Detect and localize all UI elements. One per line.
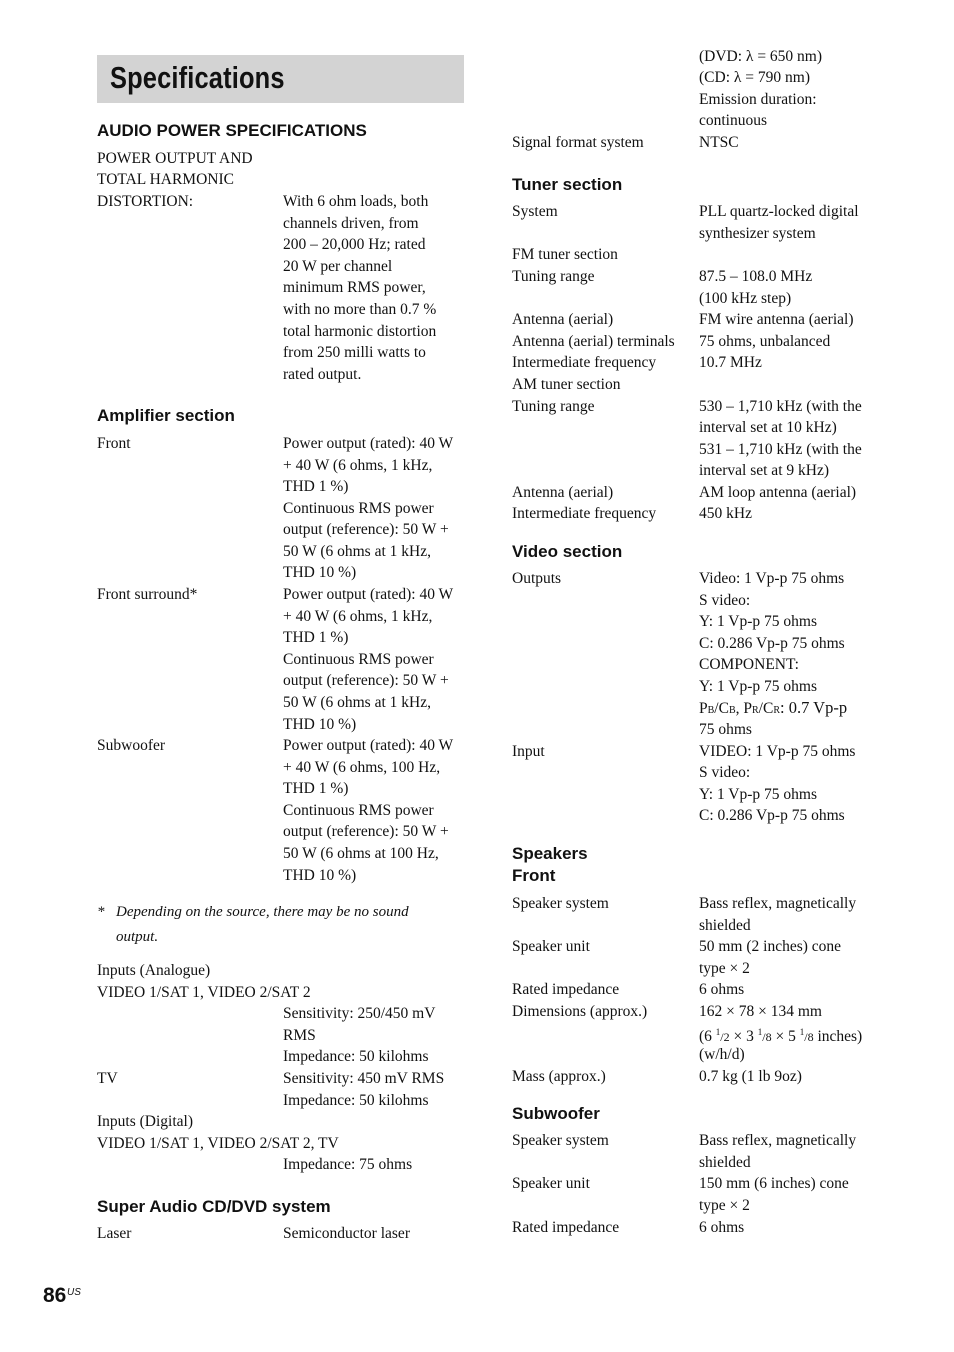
front-dimensions-order: (w/h/d) xyxy=(699,1046,745,1063)
inputs-analogue-label: Inputs (Analogue) xyxy=(97,962,211,979)
tuner-heading: Tuner section xyxy=(512,175,623,194)
tuner-system-label: System xyxy=(512,203,558,220)
amp-surround-line: + 40 W (6 ohms, 1 kHz, xyxy=(283,608,433,625)
power-label-1: POWER OUTPUT AND xyxy=(97,150,253,167)
fm-antenna-value: FM wire antenna (aerial) xyxy=(699,311,854,328)
fm-if-label: Intermediate frequency xyxy=(512,354,657,371)
amp-subwoofer-line: Continuous RMS power xyxy=(283,802,434,819)
video-input-line: C: 0.286 Vp-p 75 ohms xyxy=(699,807,845,824)
amp-subwoofer-line: THD 10 %) xyxy=(283,867,357,884)
am-range-value: 531 – 1,710 kHz (with the xyxy=(699,441,862,458)
speakers-front-heading: Front xyxy=(512,866,556,885)
amp-front-line: Continuous RMS power xyxy=(283,500,434,517)
subwoofer-heading: Subwoofer xyxy=(512,1104,600,1123)
video-output-line: COMPONENT: xyxy=(699,656,799,673)
amp-surround-line: output (reference): 50 W + xyxy=(283,672,449,689)
footnote-line: Depending on the source, there may be no sound xyxy=(116,904,409,920)
laser-label: Laser xyxy=(97,1225,132,1242)
am-antenna-label: Antenna (aerial) xyxy=(512,484,614,501)
amp-front-line: Power output (rated): 40 W xyxy=(283,435,454,452)
front-mass-value: 0.7 kg (1 lb 9oz) xyxy=(699,1068,802,1085)
fm-tuner-label: FM tuner section xyxy=(512,246,618,263)
amp-surround-line: THD 10 %) xyxy=(283,716,357,733)
am-range-value: interval set at 10 kHz) xyxy=(699,419,837,436)
power-value-line: from 250 milli watts to xyxy=(283,344,426,361)
amp-surround-line: Continuous RMS power xyxy=(283,651,434,668)
sub-unit-label: Speaker unit xyxy=(512,1175,590,1192)
front-system-value: shielded xyxy=(699,917,751,934)
front-dimensions-label: Dimensions (approx.) xyxy=(512,1003,648,1020)
power-value-line: with no more than 0.7 % xyxy=(283,301,437,318)
video-outputs-label: Outputs xyxy=(512,570,562,587)
page-number: 86 xyxy=(43,1284,67,1307)
front-impedance-value: 6 ohms xyxy=(699,981,745,998)
amp-surround-line: THD 1 %) xyxy=(283,629,349,646)
video-component-ohms: 75 ohms xyxy=(699,721,752,738)
fm-range-value: 87.5 – 108.0 MHz xyxy=(699,268,813,285)
power-label-3: DISTORTION: xyxy=(97,193,194,210)
footnote-line: output. xyxy=(116,929,159,945)
page-number-suffix: US xyxy=(67,1287,81,1298)
video-output-line: C: 0.286 Vp-p 75 ohms xyxy=(699,635,845,652)
amp-subwoofer-line: output (reference): 50 W + xyxy=(283,823,449,840)
amp-subwoofer-line: 50 W (6 ohms at 100 Hz, xyxy=(283,845,439,862)
inputs-digital-impedance: Impedance: 75 ohms xyxy=(283,1156,413,1173)
power-value-line: minimum RMS power, xyxy=(283,279,426,296)
fm-terminals-label: Antenna (aerial) terminals xyxy=(512,333,675,350)
power-value-line: 200 – 20,000 Hz; rated xyxy=(283,236,426,253)
amp-surround-line: Power output (rated): 40 W xyxy=(283,586,454,603)
video-heading: Video section xyxy=(512,542,623,561)
laser-emission-value: continuous xyxy=(699,112,768,129)
laser-emission-label: Emission duration: xyxy=(699,91,817,108)
inputs-analogue-sensitivity-unit: RMS xyxy=(283,1027,316,1044)
video-component-line: PB/CB, PR/CR: 0.7 Vp-p xyxy=(699,698,848,717)
amp-subwoofer-line: + 40 W (6 ohms, 100 Hz, xyxy=(283,759,441,776)
footnote-mark: * xyxy=(97,904,105,920)
sub-impedance-label: Rated impedance xyxy=(512,1219,620,1236)
am-tuner-label: AM tuner section xyxy=(512,376,621,393)
power-value-line: rated output. xyxy=(283,366,362,383)
power-value-line: channels driven, from xyxy=(283,215,419,232)
sub-unit-value: type × 2 xyxy=(699,1197,750,1214)
speakers-heading: Speakers xyxy=(512,844,588,863)
amp-front-line: + 40 W (6 ohms, 1 kHz, xyxy=(283,457,433,474)
laser-value: Semiconductor laser xyxy=(283,1225,410,1242)
sub-system-value: shielded xyxy=(699,1154,751,1171)
power-value-line: With 6 ohm loads, both xyxy=(283,193,429,210)
inputs-analogue-sources: VIDEO 1/SAT 1, VIDEO 2/SAT 2 xyxy=(97,984,311,1001)
amp-surround-label: Front surround* xyxy=(97,586,198,603)
front-unit-value: type × 2 xyxy=(699,960,750,977)
fm-terminals-value: 75 ohms, unbalanced xyxy=(699,333,831,350)
power-value-line: total harmonic distortion xyxy=(283,323,437,340)
signal-format-value: NTSC xyxy=(699,134,739,151)
am-range-value: 530 – 1,710 kHz (with the xyxy=(699,398,862,415)
fm-range-label: Tuning range xyxy=(512,268,595,285)
video-input-line: S video: xyxy=(699,764,751,781)
inputs-tv-sensitivity: Sensitivity: 450 mV RMS xyxy=(283,1070,445,1087)
am-if-value: 450 kHz xyxy=(699,505,752,522)
amplifier-heading: Amplifier section xyxy=(97,406,235,425)
video-input-line: Y: 1 Vp-p 75 ohms xyxy=(699,786,817,803)
front-system-value: Bass reflex, magnetically xyxy=(699,895,857,912)
inputs-analogue-sensitivity: Sensitivity: 250/450 mV xyxy=(283,1005,436,1022)
am-antenna-value: AM loop antenna (aerial) xyxy=(699,484,857,501)
inputs-digital-sources: VIDEO 1/SAT 1, VIDEO 2/SAT 2, TV xyxy=(97,1135,339,1152)
front-unit-value: 50 mm (2 inches) cone xyxy=(699,938,842,955)
sub-impedance-value: 6 ohms xyxy=(699,1219,745,1236)
video-input-line: VIDEO: 1 Vp-p 75 ohms xyxy=(699,743,856,760)
am-range-label: Tuning range xyxy=(512,398,595,415)
fm-range-step: (100 kHz step) xyxy=(699,290,792,307)
amp-front-line: THD 10 %) xyxy=(283,564,357,581)
video-output-line: S video: xyxy=(699,592,751,609)
power-label-2: TOTAL HARMONIC xyxy=(97,171,234,188)
fm-antenna-label: Antenna (aerial) xyxy=(512,311,614,328)
amp-front-line: THD 1 %) xyxy=(283,478,349,495)
video-input-label: Input xyxy=(512,743,545,760)
video-output-line: Y: 1 Vp-p 75 ohms xyxy=(699,678,817,695)
sub-system-value: Bass reflex, magnetically xyxy=(699,1132,857,1149)
video-output-line: Y: 1 Vp-p 75 ohms xyxy=(699,613,817,630)
power-value-line: 20 W per channel xyxy=(283,258,393,275)
sub-unit-value: 150 mm (6 inches) cone xyxy=(699,1175,849,1192)
amp-subwoofer-line: Power output (rated): 40 W xyxy=(283,737,454,754)
page-title: Specifications xyxy=(110,60,285,95)
front-impedance-label: Rated impedance xyxy=(512,981,620,998)
inputs-analogue-impedance: Impedance: 50 kilohms xyxy=(283,1048,429,1065)
laser-dvd-wavelength: (DVD: λ = 650 nm) xyxy=(699,48,823,65)
tuner-system-value: synthesizer system xyxy=(699,225,816,242)
amp-subwoofer-line: THD 1 %) xyxy=(283,780,349,797)
amp-front-label: Front xyxy=(97,435,131,452)
amp-front-line: 50 W (6 ohms at 1 kHz, xyxy=(283,543,431,560)
inputs-tv-impedance: Impedance: 50 kilohms xyxy=(283,1092,429,1109)
amp-surround-line: 50 W (6 ohms at 1 kHz, xyxy=(283,694,431,711)
front-dimensions-inches: (6 $^1$/2 × 3 $^1$/8 × 5 $^1$/8 inches) xyxy=(699,1027,863,1046)
signal-format-label: Signal format system xyxy=(512,134,644,151)
sacd-heading: Super Audio CD/DVD system xyxy=(97,1197,331,1216)
amp-subwoofer-label: Subwoofer xyxy=(97,737,166,754)
front-dimensions-value: 162 × 78 × 134 mm xyxy=(699,1003,822,1020)
amp-front-line: output (reference): 50 W + xyxy=(283,521,449,538)
audio-power-heading: AUDIO POWER SPECIFICATIONS xyxy=(97,121,367,140)
laser-cd-wavelength: (CD: λ = 790 nm) xyxy=(699,69,810,86)
am-range-value: interval set at 9 kHz) xyxy=(699,462,829,479)
inputs-tv-label: TV xyxy=(97,1070,118,1087)
tuner-system-value: PLL quartz-locked digital xyxy=(699,203,859,220)
front-system-label: Speaker system xyxy=(512,895,609,912)
front-mass-label: Mass (approx.) xyxy=(512,1068,606,1085)
sub-system-label: Speaker system xyxy=(512,1132,609,1149)
inputs-digital-label: Inputs (Digital) xyxy=(97,1113,193,1130)
fm-if-value: 10.7 MHz xyxy=(699,354,762,371)
video-output-line: Video: 1 Vp-p 75 ohms xyxy=(699,570,845,587)
front-unit-label: Speaker unit xyxy=(512,938,590,955)
am-if-label: Intermediate frequency xyxy=(512,505,657,522)
